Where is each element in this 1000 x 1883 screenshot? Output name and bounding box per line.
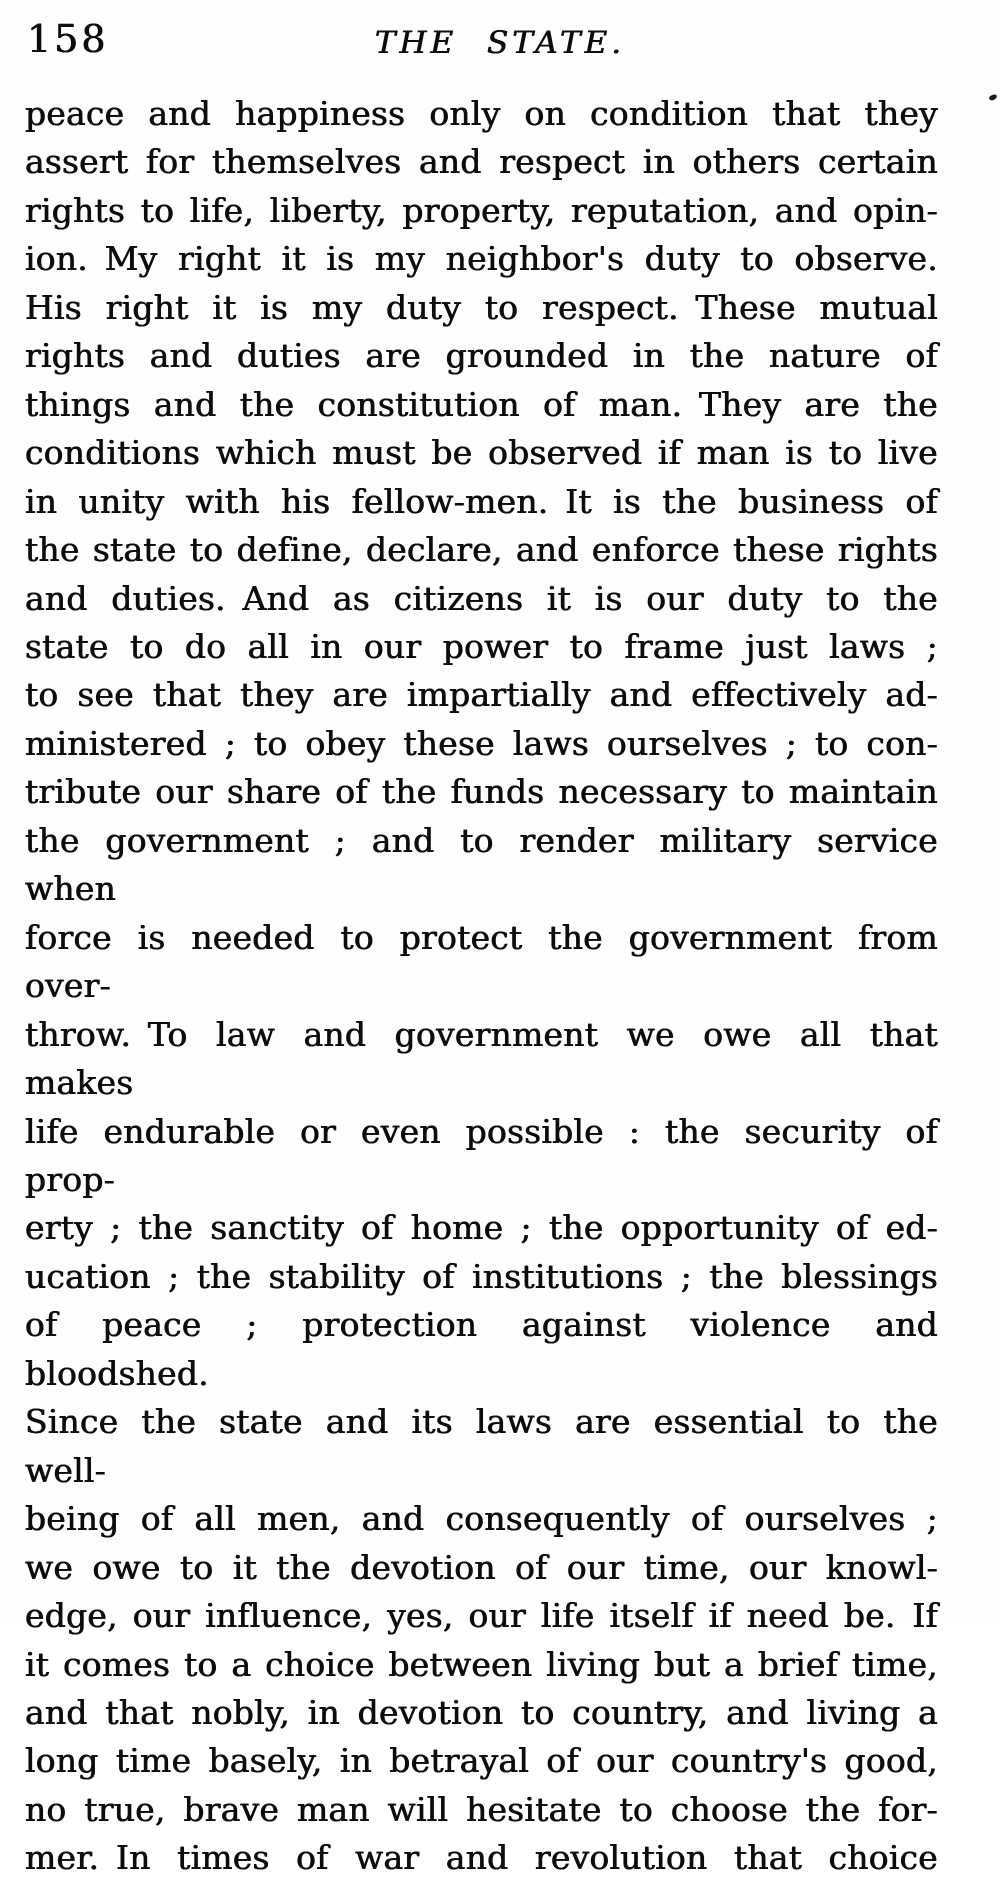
text-line: the government ; and to render military service when	[25, 820, 938, 909]
text-line: ministered ; to obey these laws ourselves ; to con-	[25, 723, 938, 763]
text-line: in unity with his fellow-men. It is the business of	[25, 481, 938, 521]
text-line: and duties. And as citizens it is our duty to the	[25, 578, 938, 618]
text-line: edge, our influence, yes, our life itself if need be. If	[25, 1596, 938, 1636]
text-line: things and the constitution of man. They are the	[25, 384, 938, 424]
page-header	[0, 0, 1000, 70]
text-line: mer. In times of war and revolution that choice	[25, 1838, 938, 1878]
scan-artifact-speck	[988, 94, 997, 101]
text-line: assert for themselves and respect in others certain	[25, 142, 938, 182]
text-line: being of all men, and consequently of ourselves ;	[25, 1499, 938, 1539]
text-line: state to do all in our power to frame just laws ;	[25, 626, 938, 666]
text-line: peace and happiness only on condition that they	[25, 94, 938, 133]
text-line: no true, brave man will hesitate to choose the for-	[25, 1789, 938, 1829]
text-line: ion. My right it is my neighbor's duty to observe.	[25, 239, 938, 279]
text-line: erty ; the sanctity of home ; the opportunity of ed-	[25, 1208, 938, 1248]
page-number: 158	[27, 17, 109, 61]
text-line: we owe to it the devotion of our time, our knowl-	[25, 1547, 938, 1587]
text-line: conditions which must be observed if man is to live	[25, 433, 938, 473]
text-line: His right it is my duty to respect. These mutual	[25, 287, 938, 327]
text-line: tribute our share of the funds necessary to maintain	[25, 772, 938, 812]
text-line: Since the state and its laws are essential to the well-	[25, 1402, 938, 1490]
body-text	[25, 90, 938, 1883]
text-line: rights and duties are grounded in the nature of	[25, 336, 938, 376]
text-line: the state to define, declare, and enforce these rights	[25, 530, 938, 570]
text-line: to see that they are impartially and effectively ad-	[25, 675, 938, 715]
text-line: throw. To law and government we owe all that makes	[25, 1014, 938, 1103]
text-line: of peace ; protection against violence and bloodshed.	[25, 1305, 938, 1393]
text-line: ucation ; the stability of institutions ; the blessings	[25, 1256, 938, 1296]
text-line: long time basely, in betrayal of our country's good,	[25, 1741, 938, 1781]
text-line: it comes to a choice between living but a brief time,	[25, 1644, 938, 1684]
text-line: rights to life, liberty, property, reputation, and opin-	[25, 190, 938, 230]
text-line: and that nobly, in devotion to country, and living a	[25, 1692, 938, 1732]
running-title: THE STATE.	[374, 25, 626, 61]
text-line: life endurable or even possible : the security of prop-	[25, 1111, 938, 1199]
text-line: force is needed to protect the government from over-	[25, 917, 938, 1006]
